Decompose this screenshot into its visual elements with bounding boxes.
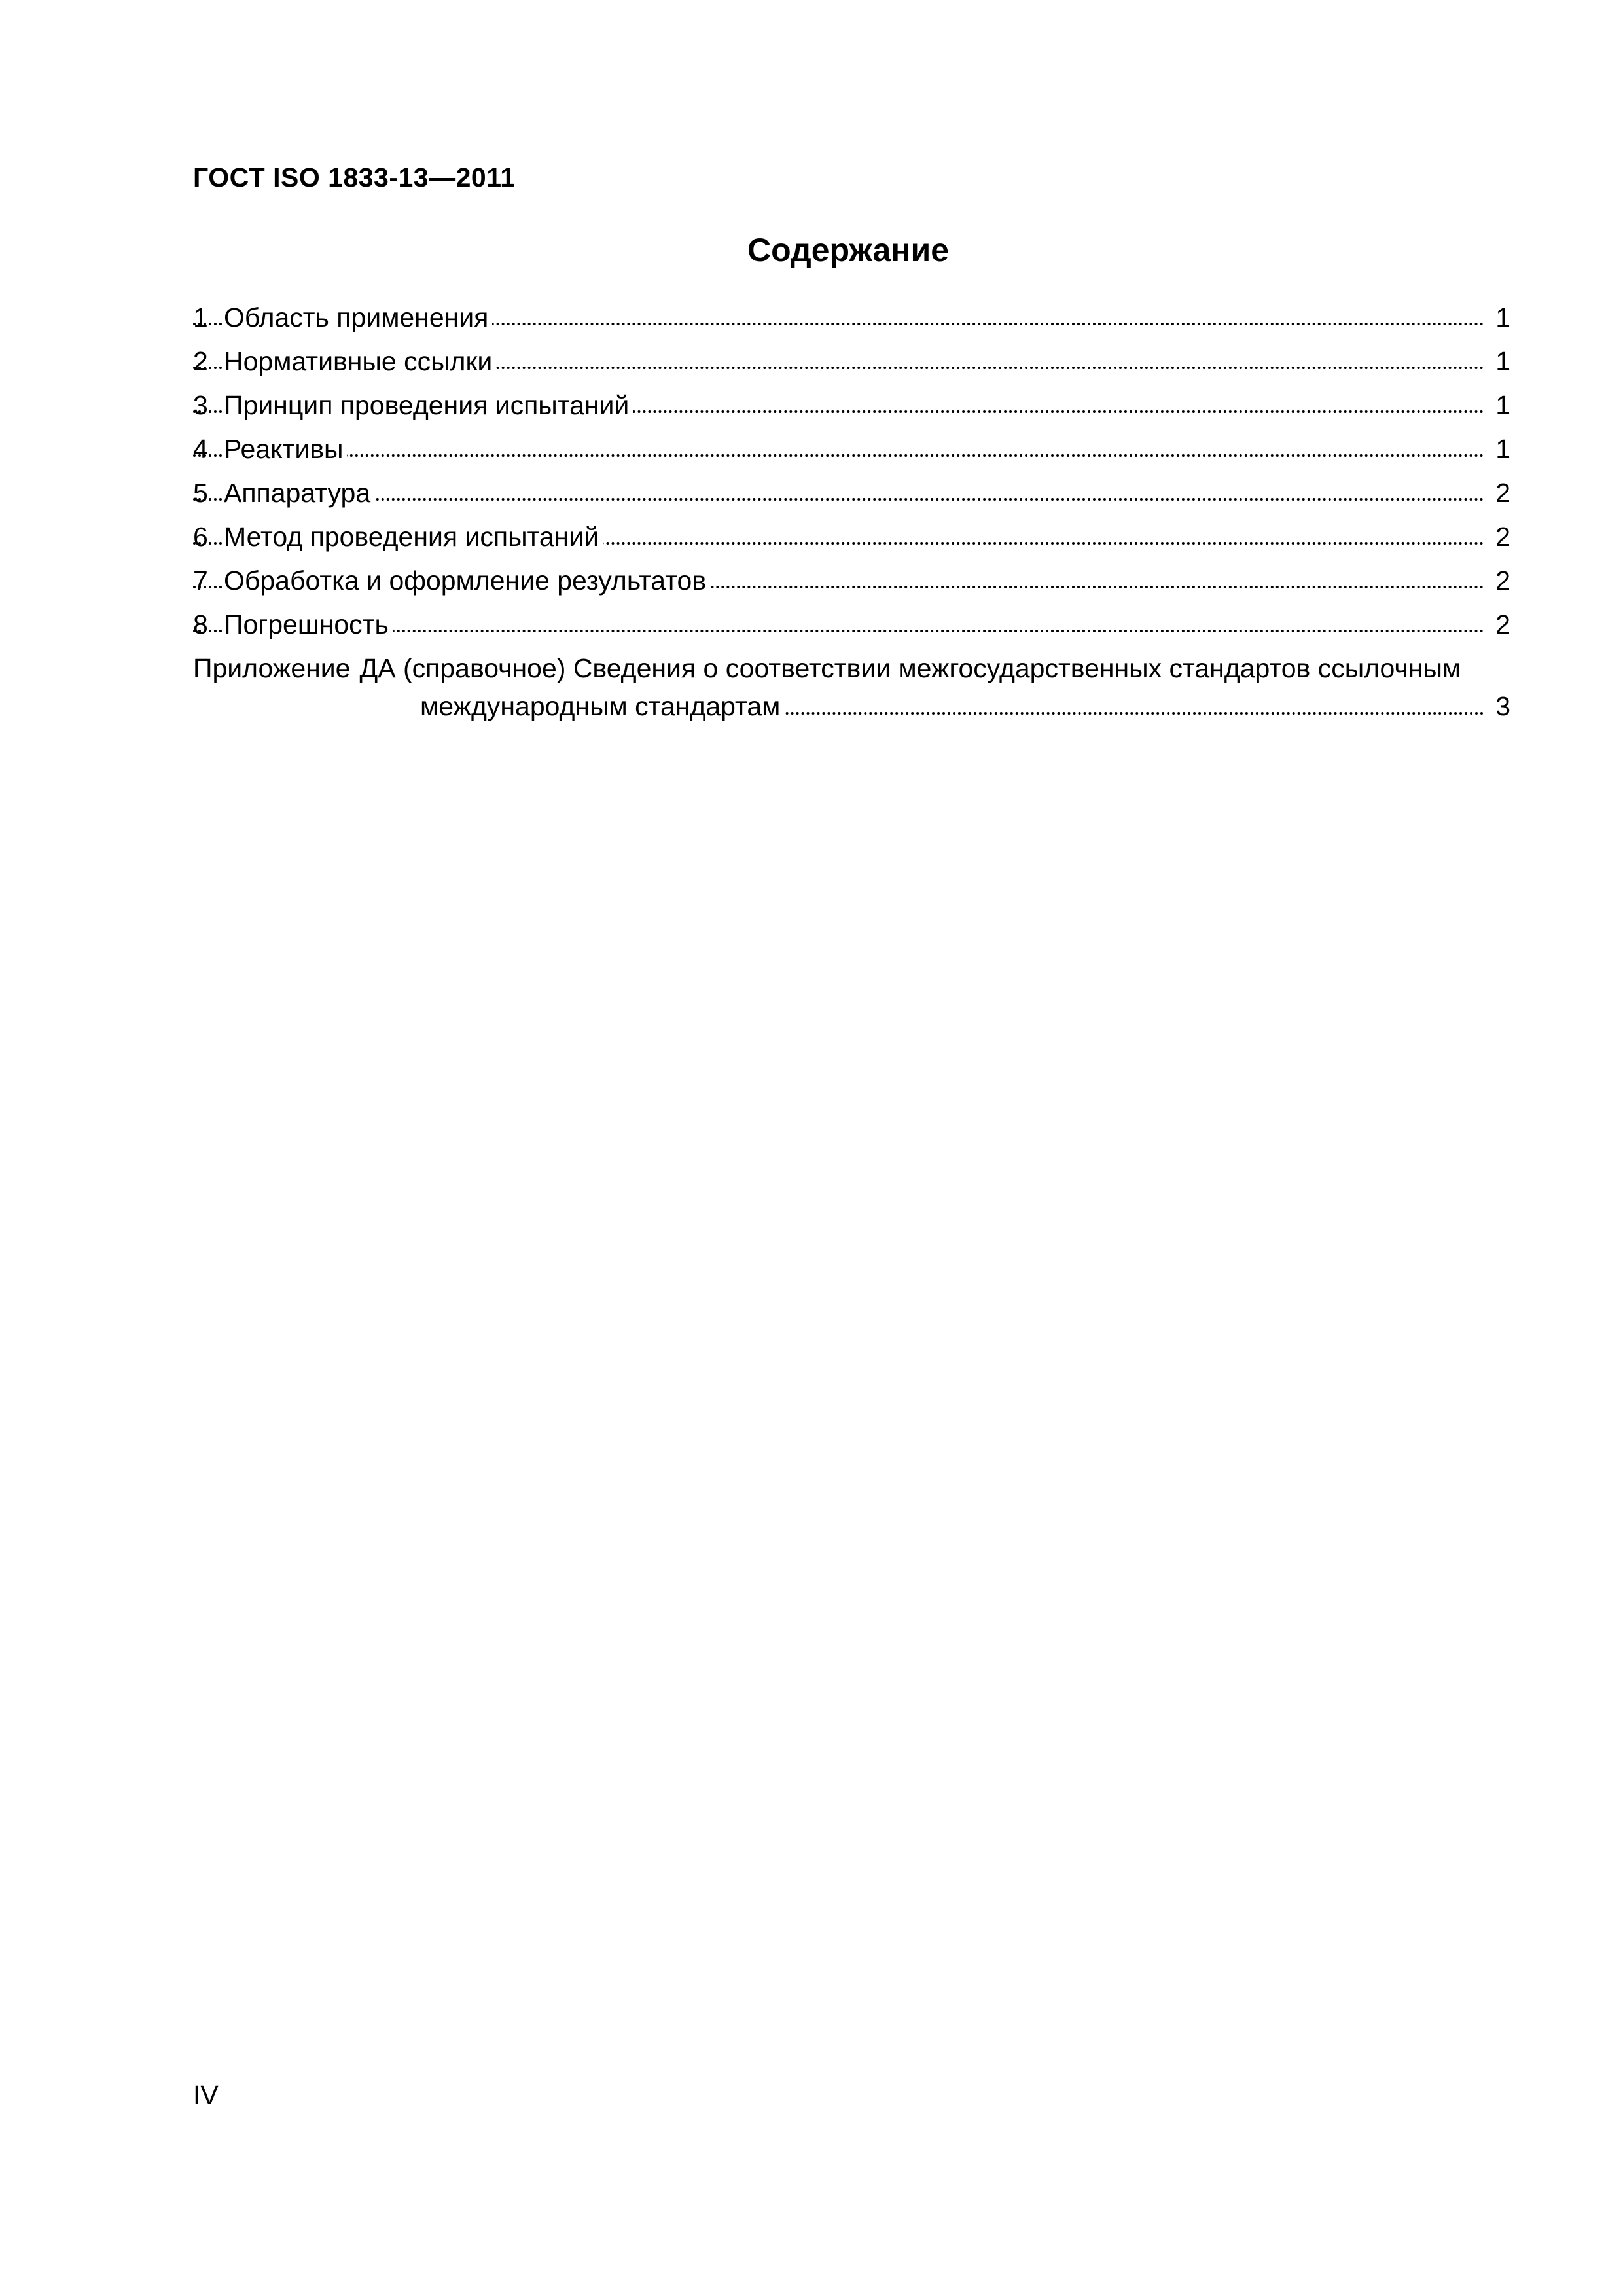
toc-item[interactable] <box>193 559 1510 603</box>
toc-item-label: Обработка и оформление результатов <box>224 565 710 596</box>
toc-item-page: 2 <box>1490 471 1510 515</box>
toc-item-number: 2 <box>193 346 208 376</box>
toc-item-page: 1 <box>1490 340 1510 384</box>
toc-item-page: 2 <box>1490 559 1510 603</box>
toc-item-label: Принцип проведения испытаний <box>224 390 633 420</box>
document-designation: ГОСТ ISO 1833-13—2011 <box>193 162 516 192</box>
toc-item-label: Нормативные ссылки <box>224 346 496 376</box>
toc-item[interactable] <box>193 471 1510 515</box>
appendix-title-line2: международным стандартам <box>420 691 784 721</box>
toc-item-label: Погрешность <box>224 609 393 639</box>
appendix-prefix: Приложение <box>193 653 351 683</box>
toc-item-number: 6 <box>193 522 208 552</box>
toc-item-page: 1 <box>1490 427 1510 471</box>
page-number: IV <box>193 2080 219 2110</box>
toc-item-page: 2 <box>1490 515 1510 559</box>
toc-item[interactable] <box>193 427 1510 471</box>
appendix-title-line1: ДА (справочное) Сведения о соответствии межгосударственных стандартов ссылочным <box>359 653 1461 683</box>
toc-item-label: Аппаратура <box>224 478 374 508</box>
toc-item[interactable] <box>193 603 1510 647</box>
toc-item-label: Область применения <box>224 302 492 332</box>
toc-item[interactable] <box>193 296 1510 340</box>
toc-item-number: 1 <box>193 302 208 332</box>
toc-appendix-item[interactable] <box>193 649 1510 725</box>
toc-item-number: 5 <box>193 478 208 508</box>
toc-title: Содержание <box>747 232 950 268</box>
toc-item-page: 1 <box>1490 384 1510 427</box>
toc-item-number: 8 <box>193 609 208 639</box>
toc-item-number: 7 <box>193 565 208 596</box>
table-of-contents <box>193 296 1510 725</box>
toc-item-number: 4 <box>193 434 208 464</box>
toc-item[interactable] <box>193 384 1510 427</box>
appendix-page: 3 <box>1490 687 1510 725</box>
toc-item[interactable] <box>193 515 1510 559</box>
toc-item-label: Метод проведения испытаний <box>224 522 603 552</box>
toc-item-number: 3 <box>193 390 208 420</box>
toc-item-page: 2 <box>1490 603 1510 647</box>
dot-leader <box>193 454 1484 457</box>
toc-item-page: 1 <box>1490 296 1510 340</box>
toc-item[interactable] <box>193 340 1510 384</box>
dot-leader <box>193 498 1484 501</box>
toc-item-label: Реактивы <box>224 434 347 464</box>
